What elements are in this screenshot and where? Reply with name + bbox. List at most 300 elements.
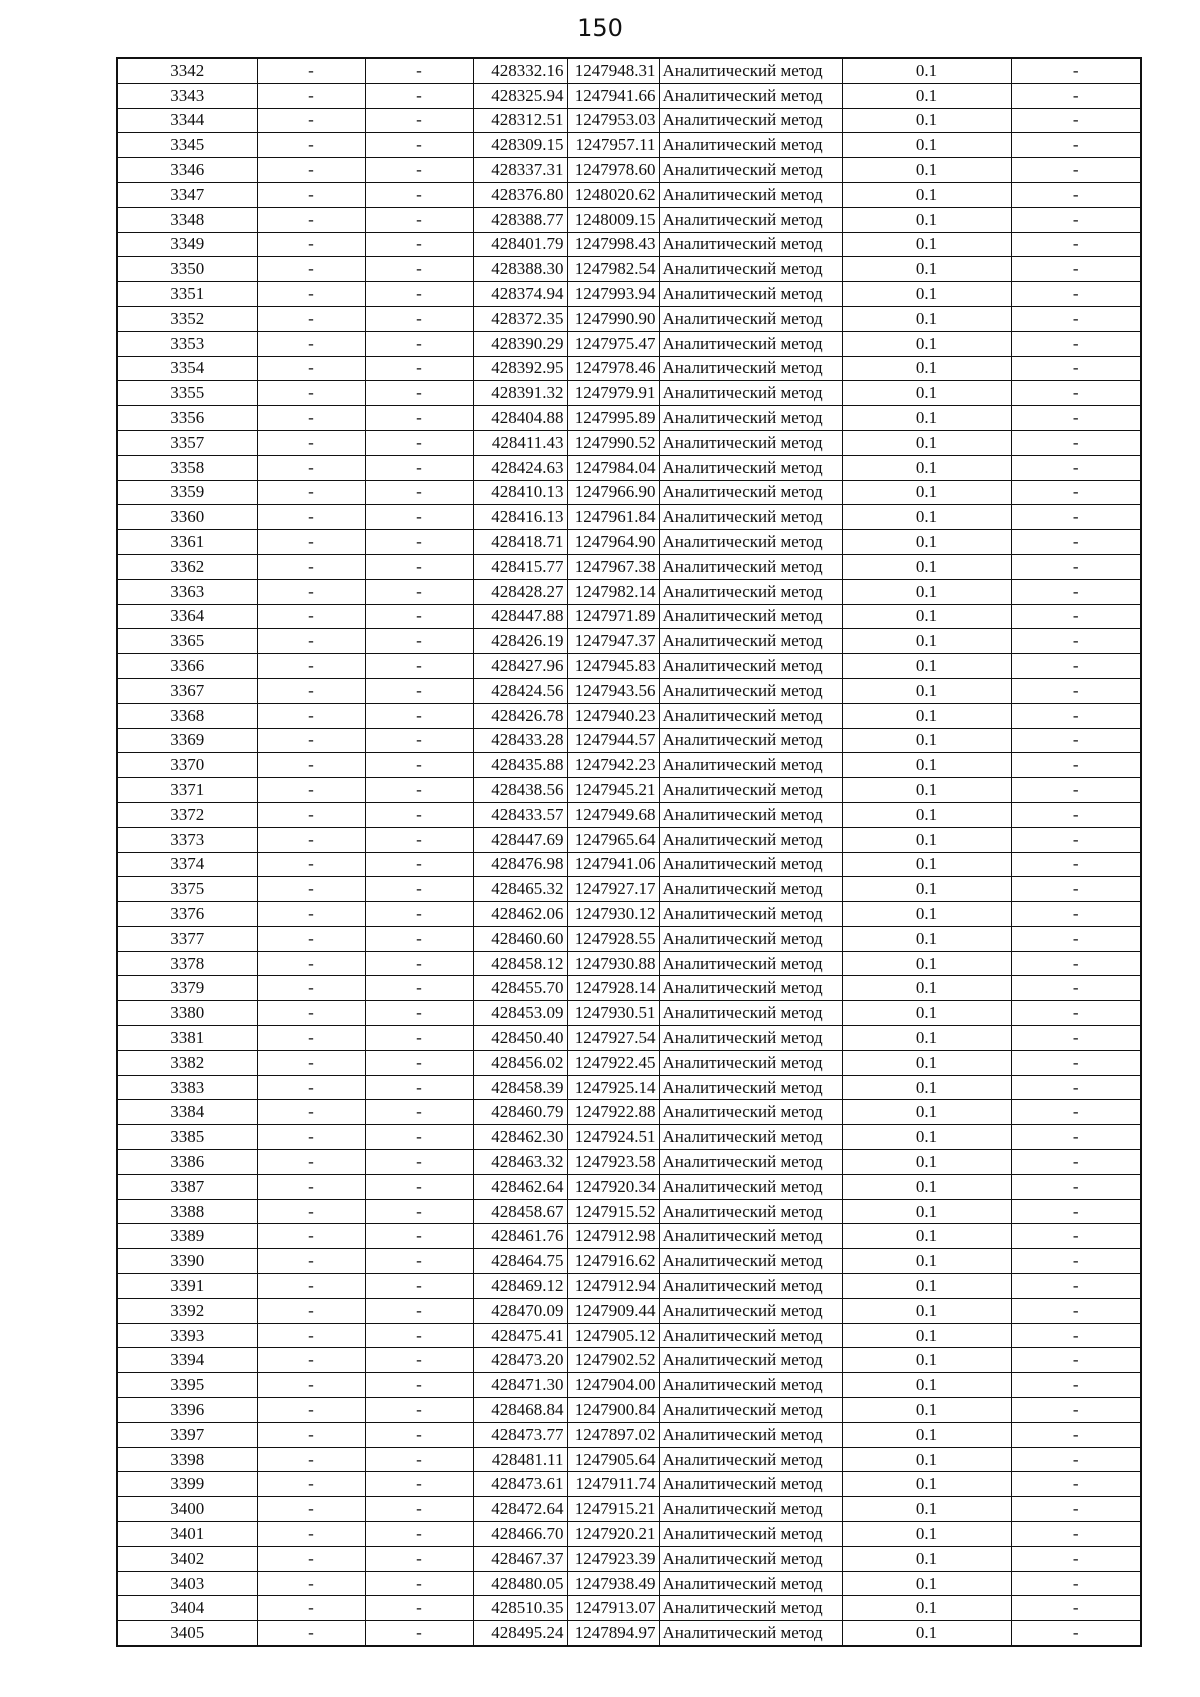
- y-coordinate-cell: 1247979.91: [567, 381, 659, 406]
- dash-cell: -: [365, 1323, 473, 1348]
- x-coordinate-cell: 428447.88: [473, 604, 567, 629]
- table-row: [117, 530, 1141, 555]
- table-row: [117, 1174, 1141, 1199]
- table-row: [117, 1522, 1141, 1547]
- y-coordinate-cell: 1247942.23: [567, 753, 659, 778]
- accuracy-cell: 0.1: [842, 778, 1011, 803]
- dash-cell: -: [257, 629, 365, 654]
- table-row: [117, 926, 1141, 951]
- table-row: [117, 1150, 1141, 1175]
- x-coordinate-cell: 428376.80: [473, 182, 567, 207]
- y-coordinate-cell: 1247930.51: [567, 1001, 659, 1026]
- dash-cell: -: [365, 158, 473, 183]
- y-coordinate-cell: 1247965.64: [567, 827, 659, 852]
- y-coordinate-cell: 1247902.52: [567, 1348, 659, 1373]
- x-coordinate-cell: 428455.70: [473, 976, 567, 1001]
- dash-cell: -: [365, 1596, 473, 1621]
- note-cell: -: [1011, 1447, 1141, 1472]
- dash-cell: -: [257, 604, 365, 629]
- note-cell: -: [1011, 282, 1141, 307]
- table-row: [117, 133, 1141, 158]
- table-row: [117, 356, 1141, 381]
- dash-cell: -: [365, 778, 473, 803]
- y-coordinate-cell: 1247911.74: [567, 1472, 659, 1497]
- y-coordinate-cell: 1247941.06: [567, 852, 659, 877]
- table-row: [117, 331, 1141, 356]
- note-cell: -: [1011, 678, 1141, 703]
- dash-cell: -: [365, 430, 473, 455]
- dash-cell: -: [257, 1398, 365, 1423]
- point-number-cell: 3362: [117, 554, 257, 579]
- dash-cell: -: [257, 951, 365, 976]
- note-cell: -: [1011, 604, 1141, 629]
- dash-cell: -: [365, 604, 473, 629]
- dash-cell: -: [365, 133, 473, 158]
- dash-cell: -: [365, 1373, 473, 1398]
- dash-cell: -: [257, 257, 365, 282]
- y-coordinate-cell: 1247909.44: [567, 1298, 659, 1323]
- accuracy-cell: 0.1: [842, 1398, 1011, 1423]
- y-coordinate-cell: 1247927.17: [567, 877, 659, 902]
- table-row: [117, 1447, 1141, 1472]
- note-cell: -: [1011, 802, 1141, 827]
- table-row: [117, 579, 1141, 604]
- accuracy-cell: 0.1: [842, 480, 1011, 505]
- method-cell: Аналитический метод: [659, 182, 842, 207]
- dash-cell: -: [257, 83, 365, 108]
- dash-cell: -: [365, 530, 473, 555]
- accuracy-cell: 0.1: [842, 877, 1011, 902]
- table-row: [117, 282, 1141, 307]
- x-coordinate-cell: 428312.51: [473, 108, 567, 133]
- dash-cell: -: [257, 1249, 365, 1274]
- x-coordinate-cell: 428332.16: [473, 58, 567, 83]
- dash-cell: -: [365, 182, 473, 207]
- dash-cell: -: [257, 1075, 365, 1100]
- x-coordinate-cell: 428418.71: [473, 530, 567, 555]
- table-row: [117, 1274, 1141, 1299]
- dash-cell: -: [257, 1125, 365, 1150]
- table-row: [117, 1125, 1141, 1150]
- y-coordinate-cell: 1247905.12: [567, 1323, 659, 1348]
- note-cell: -: [1011, 852, 1141, 877]
- method-cell: Аналитический метод: [659, 1001, 842, 1026]
- point-number-cell: 3402: [117, 1546, 257, 1571]
- point-number-cell: 3349: [117, 232, 257, 257]
- dash-cell: -: [257, 1596, 365, 1621]
- note-cell: -: [1011, 926, 1141, 951]
- note-cell: -: [1011, 703, 1141, 728]
- dash-cell: -: [365, 1050, 473, 1075]
- accuracy-cell: 0.1: [842, 182, 1011, 207]
- accuracy-cell: 0.1: [842, 604, 1011, 629]
- point-number-cell: 3367: [117, 678, 257, 703]
- accuracy-cell: 0.1: [842, 976, 1011, 1001]
- x-coordinate-cell: 428462.06: [473, 902, 567, 927]
- dash-cell: -: [365, 356, 473, 381]
- accuracy-cell: 0.1: [842, 1596, 1011, 1621]
- x-coordinate-cell: 428337.31: [473, 158, 567, 183]
- dash-cell: -: [365, 1422, 473, 1447]
- method-cell: Аналитический метод: [659, 480, 842, 505]
- dash-cell: -: [257, 406, 365, 431]
- dash-cell: -: [257, 1199, 365, 1224]
- y-coordinate-cell: 1247923.58: [567, 1150, 659, 1175]
- y-coordinate-cell: 1248009.15: [567, 207, 659, 232]
- y-coordinate-cell: 1247945.21: [567, 778, 659, 803]
- accuracy-cell: 0.1: [842, 703, 1011, 728]
- y-coordinate-cell: 1247982.14: [567, 579, 659, 604]
- note-cell: -: [1011, 430, 1141, 455]
- y-coordinate-cell: 1247922.88: [567, 1100, 659, 1125]
- method-cell: Аналитический метод: [659, 1422, 842, 1447]
- x-coordinate-cell: 428462.30: [473, 1125, 567, 1150]
- dash-cell: -: [365, 654, 473, 679]
- method-cell: Аналитический метод: [659, 505, 842, 530]
- y-coordinate-cell: 1247995.89: [567, 406, 659, 431]
- table-row: [117, 554, 1141, 579]
- dash-cell: -: [365, 629, 473, 654]
- x-coordinate-cell: 428426.78: [473, 703, 567, 728]
- note-cell: -: [1011, 1125, 1141, 1150]
- method-cell: Аналитический метод: [659, 1249, 842, 1274]
- x-coordinate-cell: 428415.77: [473, 554, 567, 579]
- point-number-cell: 3366: [117, 654, 257, 679]
- y-coordinate-cell: 1247920.21: [567, 1522, 659, 1547]
- dash-cell: -: [365, 1447, 473, 1472]
- method-cell: Аналитический метод: [659, 1150, 842, 1175]
- dash-cell: -: [365, 331, 473, 356]
- dash-cell: -: [365, 1125, 473, 1150]
- point-number-cell: 3361: [117, 530, 257, 555]
- method-cell: Аналитический метод: [659, 232, 842, 257]
- x-coordinate-cell: 428465.32: [473, 877, 567, 902]
- dash-cell: -: [365, 1522, 473, 1547]
- accuracy-cell: 0.1: [842, 455, 1011, 480]
- x-coordinate-cell: 428460.79: [473, 1100, 567, 1125]
- note-cell: -: [1011, 58, 1141, 83]
- x-coordinate-cell: 428391.32: [473, 381, 567, 406]
- point-number-cell: 3398: [117, 1447, 257, 1472]
- point-number-cell: 3377: [117, 926, 257, 951]
- note-cell: -: [1011, 1323, 1141, 1348]
- dash-cell: -: [365, 207, 473, 232]
- page-number: 150: [577, 14, 623, 42]
- point-number-cell: 3357: [117, 430, 257, 455]
- x-coordinate-cell: 428390.29: [473, 331, 567, 356]
- method-cell: Аналитический метод: [659, 108, 842, 133]
- x-coordinate-cell: 428466.70: [473, 1522, 567, 1547]
- accuracy-cell: 0.1: [842, 629, 1011, 654]
- method-cell: Аналитический метод: [659, 282, 842, 307]
- method-cell: Аналитический метод: [659, 1621, 842, 1646]
- method-cell: Аналитический метод: [659, 579, 842, 604]
- table-row: [117, 83, 1141, 108]
- point-number-cell: 3405: [117, 1621, 257, 1646]
- dash-cell: -: [257, 505, 365, 530]
- dash-cell: -: [257, 1447, 365, 1472]
- dash-cell: -: [257, 282, 365, 307]
- dash-cell: -: [257, 207, 365, 232]
- x-coordinate-cell: 428388.77: [473, 207, 567, 232]
- accuracy-cell: 0.1: [842, 554, 1011, 579]
- point-number-cell: 3388: [117, 1199, 257, 1224]
- method-cell: Аналитический метод: [659, 257, 842, 282]
- note-cell: -: [1011, 579, 1141, 604]
- method-cell: Аналитический метод: [659, 1571, 842, 1596]
- table-row: [117, 778, 1141, 803]
- x-coordinate-cell: 428473.77: [473, 1422, 567, 1447]
- y-coordinate-cell: 1247941.66: [567, 83, 659, 108]
- x-coordinate-cell: 428510.35: [473, 1596, 567, 1621]
- dash-cell: -: [365, 1398, 473, 1423]
- point-number-cell: 3374: [117, 852, 257, 877]
- point-number-cell: 3384: [117, 1100, 257, 1125]
- table-row: [117, 902, 1141, 927]
- accuracy-cell: 0.1: [842, 852, 1011, 877]
- note-cell: -: [1011, 1249, 1141, 1274]
- point-number-cell: 3356: [117, 406, 257, 431]
- point-number-cell: 3379: [117, 976, 257, 1001]
- dash-cell: -: [257, 455, 365, 480]
- y-coordinate-cell: 1247990.52: [567, 430, 659, 455]
- method-cell: Аналитический метод: [659, 1497, 842, 1522]
- dash-cell: -: [257, 158, 365, 183]
- point-number-cell: 3372: [117, 802, 257, 827]
- table-row: [117, 505, 1141, 530]
- dash-cell: -: [257, 1522, 365, 1547]
- table-row: [117, 1249, 1141, 1274]
- y-coordinate-cell: 1248020.62: [567, 182, 659, 207]
- method-cell: Аналитический метод: [659, 430, 842, 455]
- dash-cell: -: [257, 1472, 365, 1497]
- accuracy-cell: 0.1: [842, 83, 1011, 108]
- accuracy-cell: 0.1: [842, 1373, 1011, 1398]
- dash-cell: -: [257, 1224, 365, 1249]
- accuracy-cell: 0.1: [842, 406, 1011, 431]
- note-cell: -: [1011, 1075, 1141, 1100]
- point-number-cell: 3380: [117, 1001, 257, 1026]
- dash-cell: -: [365, 554, 473, 579]
- accuracy-cell: 0.1: [842, 505, 1011, 530]
- y-coordinate-cell: 1247923.39: [567, 1546, 659, 1571]
- dash-cell: -: [257, 703, 365, 728]
- x-coordinate-cell: 428469.12: [473, 1274, 567, 1299]
- accuracy-cell: 0.1: [842, 654, 1011, 679]
- dash-cell: -: [257, 381, 365, 406]
- table-row: [117, 1050, 1141, 1075]
- note-cell: -: [1011, 108, 1141, 133]
- dash-cell: -: [257, 1422, 365, 1447]
- note-cell: -: [1011, 182, 1141, 207]
- table-row: [117, 1472, 1141, 1497]
- dash-cell: -: [365, 381, 473, 406]
- y-coordinate-cell: 1247975.47: [567, 331, 659, 356]
- point-number-cell: 3369: [117, 728, 257, 753]
- y-coordinate-cell: 1247904.00: [567, 1373, 659, 1398]
- method-cell: Аналитический метод: [659, 1224, 842, 1249]
- table-row: [117, 629, 1141, 654]
- table-row: [117, 1199, 1141, 1224]
- x-coordinate-cell: 428495.24: [473, 1621, 567, 1646]
- method-cell: Аналитический метод: [659, 827, 842, 852]
- note-cell: -: [1011, 1422, 1141, 1447]
- dash-cell: -: [257, 108, 365, 133]
- x-coordinate-cell: 428481.11: [473, 1447, 567, 1472]
- table-row: [117, 1298, 1141, 1323]
- accuracy-cell: 0.1: [842, 951, 1011, 976]
- y-coordinate-cell: 1247947.37: [567, 629, 659, 654]
- method-cell: Аналитический метод: [659, 976, 842, 1001]
- accuracy-cell: 0.1: [842, 802, 1011, 827]
- point-number-cell: 3394: [117, 1348, 257, 1373]
- table-row: [117, 1546, 1141, 1571]
- dash-cell: -: [257, 1571, 365, 1596]
- dash-cell: -: [365, 1199, 473, 1224]
- y-coordinate-cell: 1247912.94: [567, 1274, 659, 1299]
- dash-cell: -: [257, 430, 365, 455]
- point-number-cell: 3403: [117, 1571, 257, 1596]
- y-coordinate-cell: 1247978.60: [567, 158, 659, 183]
- point-number-cell: 3345: [117, 133, 257, 158]
- note-cell: -: [1011, 232, 1141, 257]
- dash-cell: -: [365, 877, 473, 902]
- dash-cell: -: [257, 1348, 365, 1373]
- method-cell: Аналитический метод: [659, 1274, 842, 1299]
- note-cell: -: [1011, 1174, 1141, 1199]
- point-number-cell: 3404: [117, 1596, 257, 1621]
- y-coordinate-cell: 1247984.04: [567, 455, 659, 480]
- y-coordinate-cell: 1247943.56: [567, 678, 659, 703]
- dash-cell: -: [257, 306, 365, 331]
- point-number-cell: 3371: [117, 778, 257, 803]
- method-cell: Аналитический метод: [659, 1447, 842, 1472]
- dash-cell: -: [365, 455, 473, 480]
- table-row: [117, 951, 1141, 976]
- point-number-cell: 3401: [117, 1522, 257, 1547]
- y-coordinate-cell: 1247916.62: [567, 1249, 659, 1274]
- accuracy-cell: 0.1: [842, 1150, 1011, 1175]
- table-row: [117, 1348, 1141, 1373]
- note-cell: -: [1011, 158, 1141, 183]
- dash-cell: -: [257, 1298, 365, 1323]
- note-cell: -: [1011, 1596, 1141, 1621]
- point-number-cell: 3387: [117, 1174, 257, 1199]
- dash-cell: -: [365, 1224, 473, 1249]
- note-cell: -: [1011, 1050, 1141, 1075]
- note-cell: -: [1011, 1150, 1141, 1175]
- note-cell: -: [1011, 1274, 1141, 1299]
- x-coordinate-cell: 428325.94: [473, 83, 567, 108]
- note-cell: -: [1011, 133, 1141, 158]
- method-cell: Аналитический метод: [659, 604, 842, 629]
- point-number-cell: 3378: [117, 951, 257, 976]
- x-coordinate-cell: 428450.40: [473, 1026, 567, 1051]
- table-row: [117, 1323, 1141, 1348]
- y-coordinate-cell: 1247900.84: [567, 1398, 659, 1423]
- dash-cell: -: [365, 232, 473, 257]
- point-number-cell: 3396: [117, 1398, 257, 1423]
- x-coordinate-cell: 428388.30: [473, 257, 567, 282]
- accuracy-cell: 0.1: [842, 282, 1011, 307]
- y-coordinate-cell: 1247894.97: [567, 1621, 659, 1646]
- accuracy-cell: 0.1: [842, 1497, 1011, 1522]
- note-cell: -: [1011, 629, 1141, 654]
- x-coordinate-cell: 428433.28: [473, 728, 567, 753]
- point-number-cell: 3352: [117, 306, 257, 331]
- dash-cell: -: [365, 306, 473, 331]
- table-row: [117, 678, 1141, 703]
- point-number-cell: 3382: [117, 1050, 257, 1075]
- method-cell: Аналитический метод: [659, 753, 842, 778]
- note-cell: -: [1011, 951, 1141, 976]
- note-cell: -: [1011, 976, 1141, 1001]
- accuracy-cell: 0.1: [842, 1274, 1011, 1299]
- coordinates-table-body: [117, 58, 1141, 1646]
- y-coordinate-cell: 1247924.51: [567, 1125, 659, 1150]
- x-coordinate-cell: 428309.15: [473, 133, 567, 158]
- y-coordinate-cell: 1247957.11: [567, 133, 659, 158]
- y-coordinate-cell: 1247944.57: [567, 728, 659, 753]
- x-coordinate-cell: 428463.32: [473, 1150, 567, 1175]
- y-coordinate-cell: 1247966.90: [567, 480, 659, 505]
- point-number-cell: 3393: [117, 1323, 257, 1348]
- accuracy-cell: 0.1: [842, 207, 1011, 232]
- dash-cell: -: [257, 926, 365, 951]
- dash-cell: -: [365, 951, 473, 976]
- table-row: [117, 406, 1141, 431]
- dash-cell: -: [365, 902, 473, 927]
- point-number-cell: 3399: [117, 1472, 257, 1497]
- table-row: [117, 232, 1141, 257]
- method-cell: Аналитический метод: [659, 83, 842, 108]
- note-cell: -: [1011, 455, 1141, 480]
- method-cell: Аналитический метод: [659, 1125, 842, 1150]
- dash-cell: -: [257, 728, 365, 753]
- table-row: [117, 1596, 1141, 1621]
- table-row: [117, 455, 1141, 480]
- accuracy-cell: 0.1: [842, 827, 1011, 852]
- point-number-cell: 3389: [117, 1224, 257, 1249]
- note-cell: -: [1011, 257, 1141, 282]
- x-coordinate-cell: 428461.76: [473, 1224, 567, 1249]
- dash-cell: -: [365, 678, 473, 703]
- dash-cell: -: [257, 877, 365, 902]
- point-number-cell: 3358: [117, 455, 257, 480]
- dash-cell: -: [365, 753, 473, 778]
- y-coordinate-cell: 1247927.54: [567, 1026, 659, 1051]
- dash-cell: -: [365, 1075, 473, 1100]
- table-row: [117, 1026, 1141, 1051]
- dash-cell: -: [257, 331, 365, 356]
- accuracy-cell: 0.1: [842, 257, 1011, 282]
- accuracy-cell: 0.1: [842, 1621, 1011, 1646]
- note-cell: -: [1011, 505, 1141, 530]
- accuracy-cell: 0.1: [842, 1001, 1011, 1026]
- accuracy-cell: 0.1: [842, 381, 1011, 406]
- note-cell: -: [1011, 207, 1141, 232]
- point-number-cell: 3355: [117, 381, 257, 406]
- table-row: [117, 158, 1141, 183]
- y-coordinate-cell: 1247897.02: [567, 1422, 659, 1447]
- dash-cell: -: [257, 902, 365, 927]
- table-row: [117, 1001, 1141, 1026]
- y-coordinate-cell: 1247922.45: [567, 1050, 659, 1075]
- method-cell: Аналитический метод: [659, 554, 842, 579]
- note-cell: -: [1011, 1373, 1141, 1398]
- dash-cell: -: [365, 1274, 473, 1299]
- accuracy-cell: 0.1: [842, 1546, 1011, 1571]
